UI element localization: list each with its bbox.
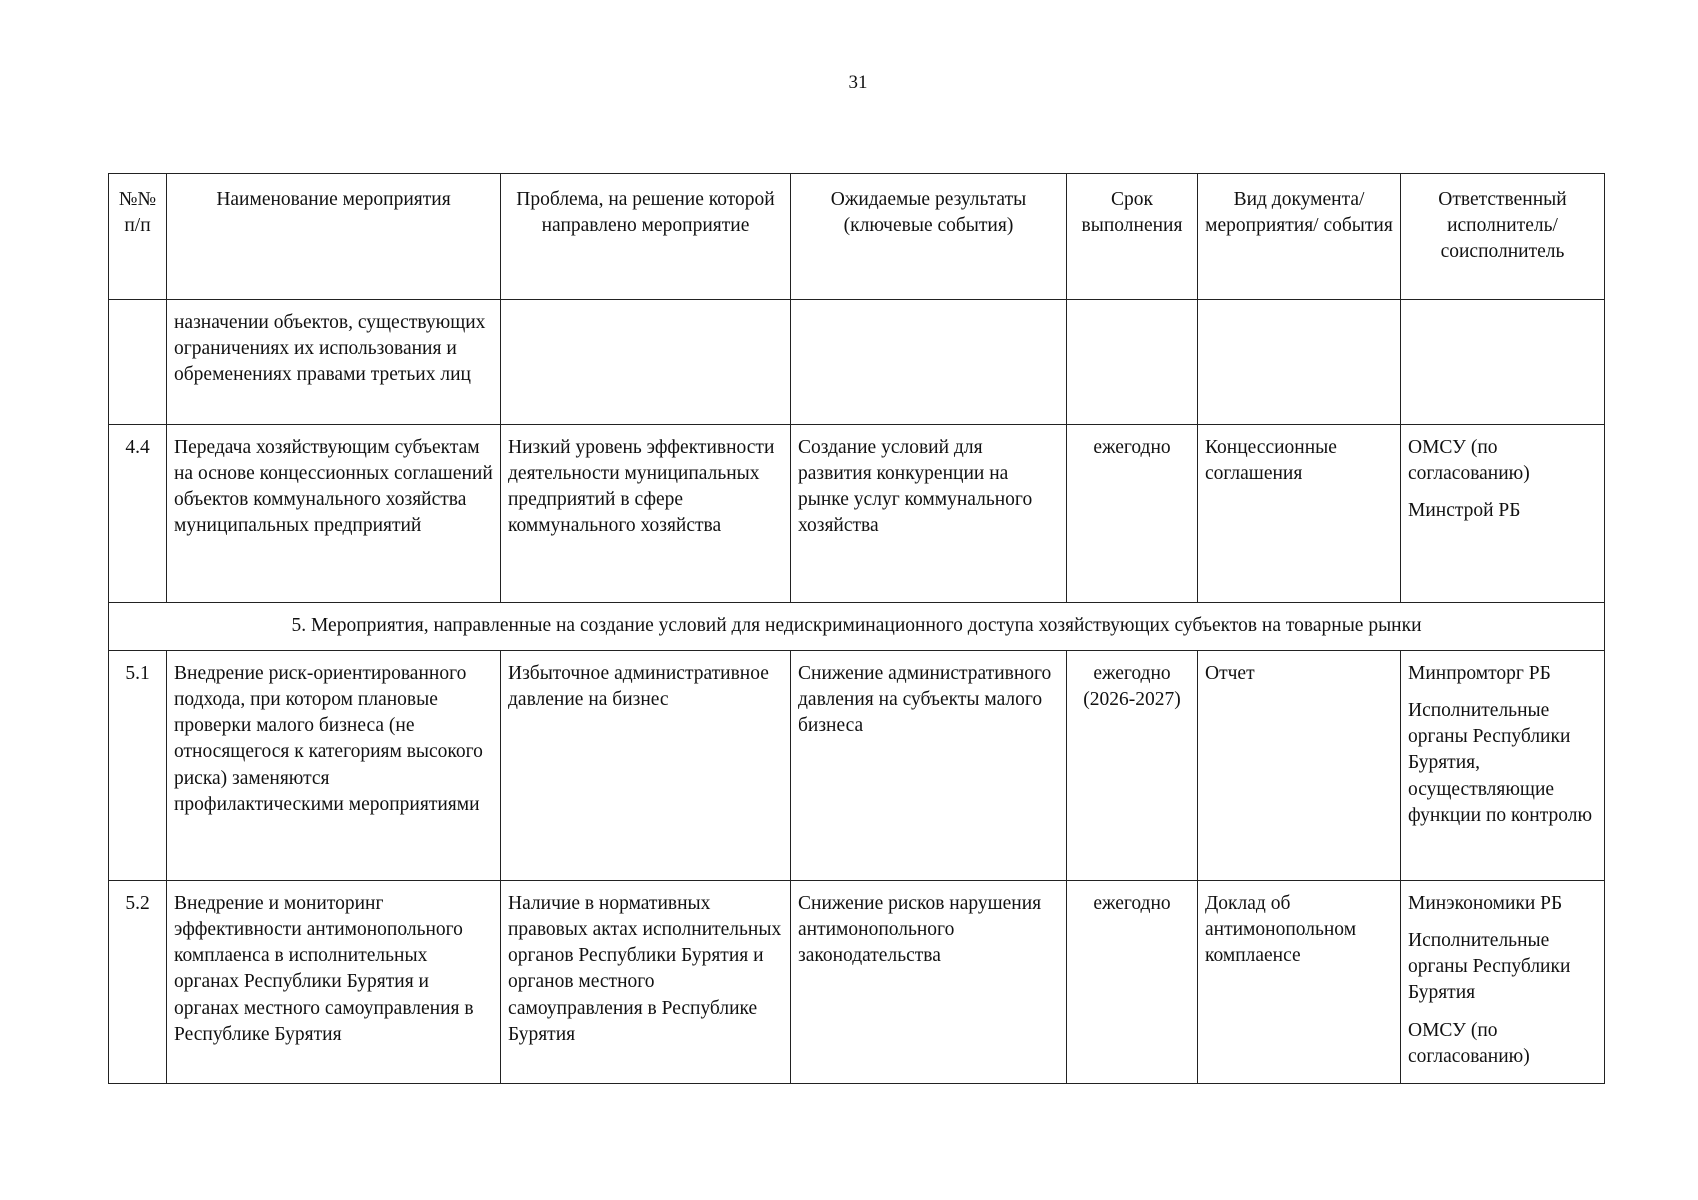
cell-term: ежегодно [1067, 881, 1198, 1084]
table-header-row [109, 174, 1605, 300]
table-row [109, 651, 1605, 881]
cell-result [791, 300, 1067, 425]
header-problem: Проблема, на решение которой направлено мероприятие [501, 174, 791, 300]
table-row [109, 425, 1605, 603]
section-row [109, 603, 1605, 651]
cell-problem: Наличие в нормативных правовых актах исполнительных органов Республики Бурятия и органов местного самоуправления в Республике Бурятия [501, 881, 791, 1084]
action-plan-table [108, 173, 1605, 1084]
cell-responsible [1401, 651, 1605, 881]
header-responsible: Ответственный исполнитель/ соисполнитель [1401, 174, 1605, 300]
cell-doc: Доклад об антимонопольном комплаенсе [1198, 881, 1401, 1084]
cell-term: ежегодно [1067, 425, 1198, 603]
cell-doc: Концессионные соглашения [1198, 425, 1401, 603]
section-title: 5. Мероприятия, направленные на создание условий для недискриминационного доступа хозяйствующих субъектов на товарные рынки [109, 603, 1605, 651]
responsible-entry: Минпромторг РБ [1408, 663, 1551, 684]
cell-result: Создание условий для развития конкуренции на рынке услуг коммунального хозяйства [791, 425, 1067, 603]
header-term: Срок выполнения [1067, 174, 1198, 300]
responsible-entry: Минстрой РБ [1408, 500, 1521, 522]
responsible-entry: Исполнительные органы Республики Бурятия [1408, 930, 1571, 1004]
responsible-entry: ОМСУ (по согласованию) [1408, 1019, 1530, 1067]
table-row [109, 881, 1605, 1084]
responsible-entry: Исполнительные органы Республики Бурятия, осуществляющие функции по контролю [1408, 700, 1593, 826]
cell-term: ежегодно (2026-2027) [1067, 651, 1198, 881]
responsible-entry: Минэкономики РБ [1408, 893, 1563, 914]
header-doc: Вид документа/ мероприятия/ события [1198, 174, 1401, 300]
cell-num: 5.1 [109, 651, 167, 881]
cell-responsible [1401, 881, 1605, 1084]
cell-result: Снижение рисков нарушения антимонопольного законодательства [791, 881, 1067, 1084]
header-name: Наименование мероприятия [167, 174, 501, 300]
cell-result: Снижение административного давления на субъекты малого бизнеса [791, 651, 1067, 881]
cell-name: Передача хозяйствующим субъектам на основе концессионных соглашений объектов коммунального хозяйства муниципальных предприятий [167, 425, 501, 603]
cell-name: назначении объектов, существующих ограничениях их использования и обременениях правами третьих лиц [167, 300, 501, 425]
cell-doc [1198, 300, 1401, 425]
cell-responsible [1401, 425, 1605, 603]
cell-name: Внедрение и мониторинг эффективности антимонопольного комплаенса в исполнительных органах Республики Бурятия и органах местного самоуправления в Республике Бурятия [167, 881, 501, 1084]
cell-doc: Отчет [1198, 651, 1401, 881]
responsible-entry: ОМСУ (по согласованию) [1408, 437, 1530, 485]
cell-responsible [1401, 300, 1605, 425]
header-result: Ожидаемые результаты (ключевые события) [791, 174, 1067, 300]
header-num: №№ п/п [109, 174, 167, 300]
cell-num: 5.2 [109, 881, 167, 1084]
cell-num [109, 300, 167, 425]
cell-term [1067, 300, 1198, 425]
table-row-continuation [109, 300, 1605, 425]
cell-name: Внедрение риск-ориентированного подхода, при котором плановые проверки малого бизнеса (не относящегося к категориям высокого риска) заменяются профилактическими мероприятиями [167, 651, 501, 881]
cell-problem: Избыточное административное давление на бизнес [501, 651, 791, 881]
page-number: 31 [848, 72, 868, 93]
cell-problem [501, 300, 791, 425]
cell-problem: Низкий уровень эффективности деятельности муниципальных предприятий в сфере коммунального хозяйства [501, 425, 791, 603]
cell-num: 4.4 [109, 425, 167, 603]
